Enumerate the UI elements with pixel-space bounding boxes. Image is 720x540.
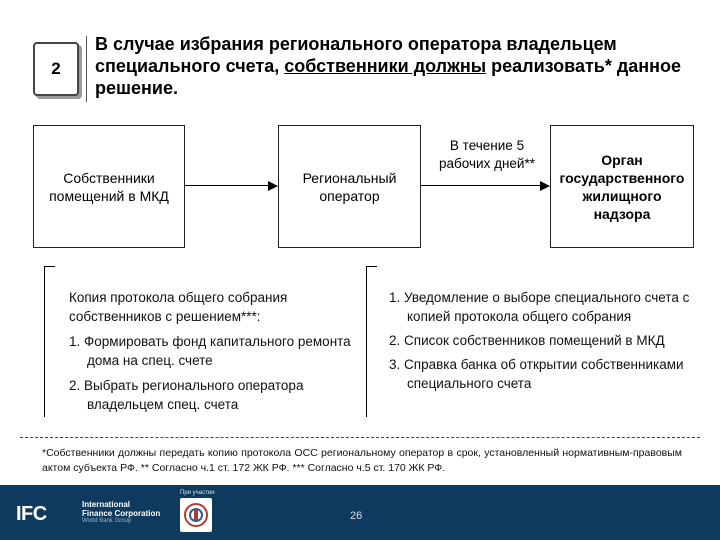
right-note-item-1: 1. Уведомление о выборе специального счета с копией протокола общего собрания [389, 290, 690, 324]
right-notes [389, 288, 694, 393]
step-number-badge [33, 42, 79, 96]
ifc-logo-mark: IFC [16, 503, 47, 525]
title-part1: В случае избрания регионального оператора владельцем специального счета, [95, 34, 617, 76]
right-bracket [366, 266, 377, 417]
ifc-name-line1: International [82, 500, 131, 509]
page-number: 26 [350, 510, 363, 522]
left-notes [69, 288, 359, 414]
arrow-1-line [184, 185, 268, 186]
right-note-item-3: 3. Справка банка об открытии собственниками специального счета [389, 357, 684, 391]
title-underlined: собственники должны [284, 56, 487, 76]
ifc-subtitle: World Bank Group [82, 518, 132, 524]
left-notes-intro: Копия протокола общего собрания собственников с решением***: [69, 290, 288, 324]
right-note-item-2: 2. Список собственников помещений в МКД [389, 333, 665, 348]
step-number: 2 [51, 59, 61, 78]
left-note-item-2: 2. Выбрать регионального оператора владельцем спец. счета [69, 378, 304, 412]
ifc-logo-name [82, 500, 160, 518]
supervision-box [550, 125, 694, 248]
period-label: В течение 5 рабочих дней** [439, 138, 535, 171]
arrow-2-head [540, 181, 550, 191]
arrow-1-head [268, 181, 278, 191]
slide-title [95, 33, 695, 99]
owners-box [33, 125, 185, 248]
left-bracket [44, 266, 55, 417]
owners-label: Собственники помещений в МКД [49, 169, 169, 204]
regional-operator-label: Региональный оператор [302, 169, 397, 204]
partner-logo-icon [180, 498, 212, 532]
footnote-separator [20, 437, 700, 438]
left-note-item-1: 1. Формировать фонд капитального ремонта дома на спец. счете [69, 334, 351, 368]
arrow-2-line [420, 185, 540, 186]
supervision-label: Орган государственного жилищного надзора [559, 151, 685, 222]
ifc-name-line2: Finance Corporation [82, 509, 161, 518]
partner-emblem-icon [183, 501, 209, 529]
partner-label: При участии [180, 490, 215, 496]
title-part2: реализовать* данное решение. [95, 56, 682, 98]
regional-operator-box [278, 125, 421, 248]
title-divider [86, 36, 87, 102]
footnote: *Собственники должны передать копию протокола ОСС региональному оператор в срок, установленный нормативным-правовым актом субъекта РФ. ** Согласно ч.1 ст. 172 ЖК РФ. *** Согласно ч.5 ст. 170 ЖК РФ. [42, 447, 682, 474]
